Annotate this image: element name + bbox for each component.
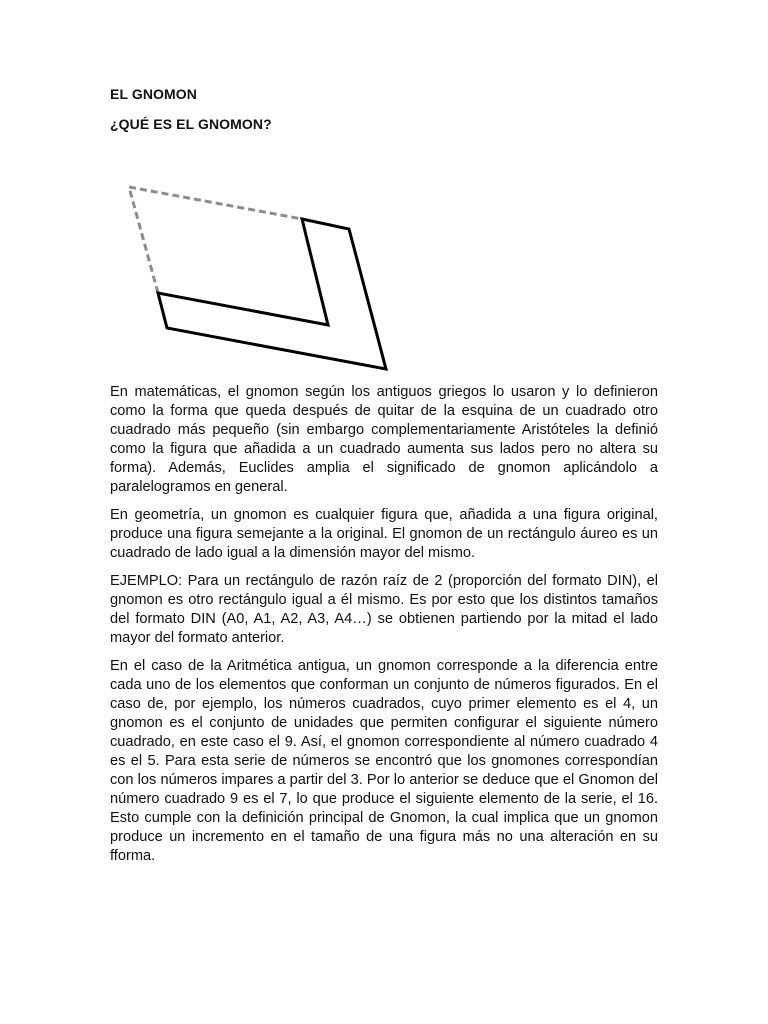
paragraph-arithmetic: En el caso de la Aritmética antigua, un gnomon corresponde a la diferencia entre cada uno de los elementos que conforman un conjunto de números figurados. En el caso de, por ejemplo, los números cuadrados, cuyo primer elemento es el 4, un gnomon es el conjunto de unidades que permiten configurar el siguiente número cuadrado, en este caso el 9. Así, el gnomon correspondiente al número cuadrado 4 es el 5. Para esta serie de números se encontró que los gnomones correspondían con los números impares a partir del 3. Por lo anterior se deduce que el Gnomon del número cuadrado 9 es el 7, lo que produce el siguiente elemento de la serie, el 16. Esto cumple con la definición principal de Gnomon, la cual implica que un gnomon produce un incremento en el tamaño de una figura más no una alteración en su fforma. [110,658,658,864]
paragraph-definition-greek: En matemáticas, el gnomon según los antiguos griegos lo usaron y lo definieron como la forma que queda después de quitar de la esquina de un cuadrado otro cuadrado más pequeño (sin embargo complementariamente Aristóteles la definió como la figura que añadida a un cuadrado aumenta sus lados pero no altera su forma). Además, Euclides amplia el significado de gnomon aplicándolo a paralelogramos en general. [110,384,658,495]
document-subtitle: ¿QUÉ ES EL GNOMON? [110,116,272,132]
gnomon-shape [158,219,386,369]
paragraph-example: EJEMPLO: Para un rectángulo de razón raíz de 2 (proporción del formato DIN), el gnomon es otro rectángulo igual a él mismo. Es por esto que los distintos tamaños del formato DIN (A0, A1, A2, A3, A4…) se obtienen partiendo por la mitad el lado mayor del formato anterior. [110,573,658,646]
paragraph-geometry: En geometría, un gnomon es cualquier figura que, añadida a una figura original, produce una figura semejante a la original. El gnomon de un rectángulo áureo es un cuadrado de lado igual a la dimensión mayor del mismo. [110,507,658,561]
gnomon-figure [120,178,400,378]
document-title: EL GNOMON [110,86,197,102]
removed-parallelogram-outline [129,187,302,293]
body-text [110,383,658,875]
